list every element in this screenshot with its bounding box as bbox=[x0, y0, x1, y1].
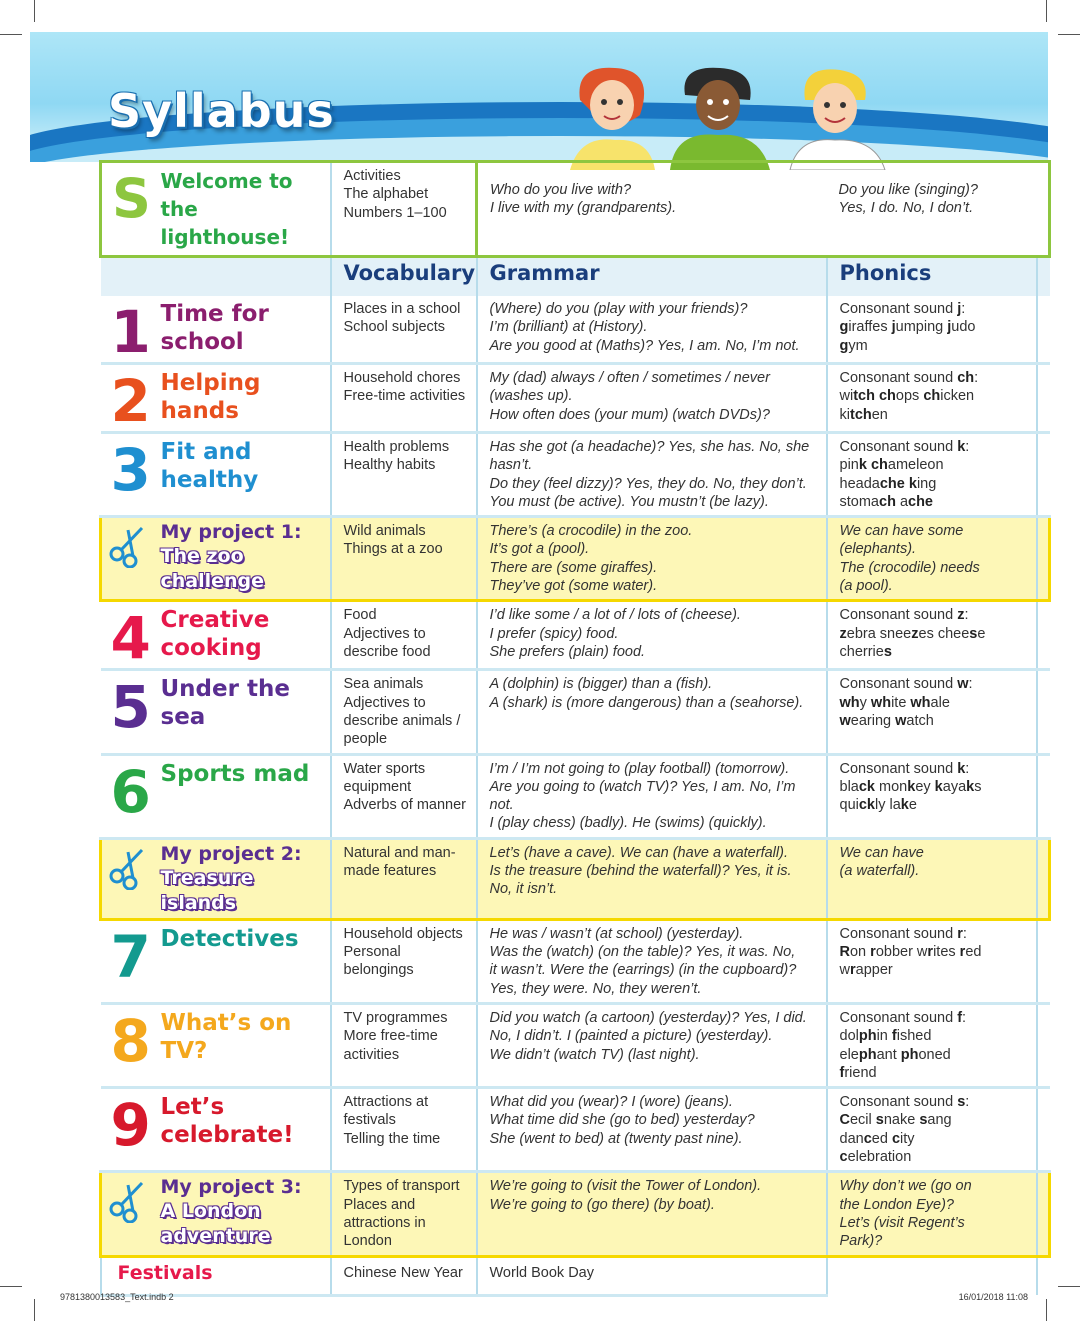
text-line: What time did she (go to bed) yesterday? bbox=[489, 1112, 755, 1129]
text-line: Free-time activities bbox=[343, 388, 466, 405]
unit-vocab bbox=[331, 754, 477, 838]
text-line: Yes, I do. No, I don’t. bbox=[838, 200, 974, 217]
unit-phonics bbox=[827, 296, 1037, 364]
project-vocab bbox=[331, 517, 477, 601]
text-line: Cecil snake sang bbox=[839, 1112, 952, 1129]
column-headers bbox=[101, 257, 1050, 297]
crop-mark bbox=[1058, 1286, 1080, 1287]
unit-row bbox=[101, 364, 1050, 433]
unit-vocab bbox=[331, 601, 477, 670]
text-line: Food bbox=[343, 607, 377, 624]
project-grammar bbox=[477, 838, 827, 919]
text-line: stomach ache bbox=[839, 493, 934, 510]
unit-vocab bbox=[331, 919, 477, 1003]
text-line: Things at a zoo bbox=[343, 541, 443, 558]
unit-grammar bbox=[477, 670, 827, 754]
text-line: It’s got a (pool). bbox=[489, 541, 590, 558]
text-line: black monkey kayaks bbox=[839, 778, 982, 795]
text-line: The (crocodile) needs bbox=[839, 559, 980, 576]
text-line: belongings bbox=[343, 962, 414, 979]
text-line: Healthy habits bbox=[343, 457, 436, 474]
text-line: (a pool). bbox=[839, 578, 893, 595]
text-line: Telling the time bbox=[343, 1130, 441, 1147]
text-line: Park)? bbox=[839, 1233, 883, 1250]
text-line: wearing watch bbox=[839, 712, 934, 729]
unit-title: Sports mad bbox=[161, 754, 331, 838]
text-line: Places and bbox=[343, 1196, 416, 1213]
unit-row bbox=[101, 919, 1050, 1003]
crop-mark bbox=[0, 1286, 22, 1287]
text-line: I live with my (grandparents). bbox=[490, 200, 677, 217]
text-line: Wild animals bbox=[343, 523, 426, 540]
header-grammar: Grammar bbox=[477, 257, 827, 297]
festivals-label-cell bbox=[101, 1256, 331, 1295]
text-line: A (dolphin) is (bigger) than a (fish). bbox=[489, 676, 713, 693]
text-line: Consonant sound k: bbox=[839, 439, 970, 455]
unit-vocab bbox=[331, 670, 477, 754]
text-line: hasn’t. bbox=[489, 457, 533, 474]
festivals-end bbox=[1037, 1256, 1050, 1295]
text-line: Activities bbox=[343, 168, 401, 184]
unit-phonics bbox=[827, 1003, 1037, 1087]
unit-row bbox=[101, 754, 1050, 838]
text-line: Places in a school bbox=[343, 301, 461, 317]
unit-vocab bbox=[331, 364, 477, 433]
text-line: Is the treasure (behind the waterfall)? Yes, it is. bbox=[489, 863, 792, 880]
text-line: Consonant sound f: bbox=[839, 1009, 967, 1026]
project-title: My project 3: bbox=[160, 1176, 302, 1199]
unit-grammar bbox=[477, 364, 827, 433]
unit-row bbox=[101, 1003, 1050, 1087]
text-line: They’ve got (some water). bbox=[489, 578, 658, 595]
project-phonics bbox=[827, 1172, 1037, 1256]
text-line: I (play chess) (badly). He (swims) (quickly). bbox=[489, 815, 767, 832]
text-line: Are you good at (Maths)? Yes, I am. No, I’m not. bbox=[489, 337, 800, 354]
text-line: We didn’t (watch TV) (last night). bbox=[489, 1046, 700, 1063]
text-line: describe food bbox=[343, 643, 431, 660]
syllabus-table bbox=[99, 160, 1051, 1297]
unit-title: Under the sea bbox=[161, 670, 331, 754]
text-line: quickly lake bbox=[839, 797, 917, 814]
project-row bbox=[101, 838, 1050, 919]
project-end bbox=[1037, 517, 1050, 601]
festivals-row bbox=[101, 1256, 1050, 1295]
unit-number: 8 bbox=[101, 1003, 161, 1087]
unit-title: What’s on TV? bbox=[161, 1003, 331, 1087]
header-vocabulary: Vocabulary bbox=[331, 257, 477, 297]
text-line: people bbox=[343, 731, 388, 748]
text-line: Sea animals bbox=[343, 676, 424, 693]
header-phonics: Phonics bbox=[827, 257, 1037, 297]
text-line: Has she got (a headache)? Yes, she has. No, she bbox=[489, 439, 810, 455]
boy-figure-2 bbox=[790, 69, 885, 170]
unit-vocab bbox=[331, 1003, 477, 1087]
unit-number: 5 bbox=[101, 670, 161, 754]
unit-number: 4 bbox=[101, 601, 161, 670]
text-line: I prefer (spicy) food. bbox=[489, 625, 619, 642]
festivals-empty bbox=[827, 1256, 1037, 1295]
footer-timestamp: 16/01/2018 11:08 bbox=[958, 1292, 1028, 1302]
welcome-phonics bbox=[827, 162, 1050, 257]
project-name bbox=[161, 517, 331, 601]
welcome-row bbox=[101, 162, 1050, 257]
children-illustration bbox=[560, 60, 890, 170]
text-line: (elephants). bbox=[839, 541, 917, 558]
project-grammar bbox=[477, 517, 827, 601]
text-line: I’m (brilliant) at (History). bbox=[489, 319, 648, 336]
text-line: danced city bbox=[839, 1130, 915, 1147]
unit-grammar bbox=[477, 919, 827, 1003]
text-line: Consonant sound r: bbox=[839, 925, 967, 942]
unit-grammar bbox=[477, 433, 827, 517]
welcome-vocab bbox=[331, 162, 477, 257]
text-line: We can have some bbox=[839, 523, 964, 540]
unit-end bbox=[1037, 1003, 1050, 1087]
text-line: Consonant sound j: bbox=[839, 301, 966, 317]
unit-end bbox=[1037, 670, 1050, 754]
girl-figure bbox=[570, 68, 655, 170]
welcome-grammar bbox=[477, 162, 827, 257]
text-line: Adjectives to bbox=[343, 625, 426, 642]
unit-grammar bbox=[477, 601, 827, 670]
unit-number: 7 bbox=[101, 919, 161, 1003]
text-line: We’re going to (visit the Tower of London). bbox=[489, 1178, 762, 1195]
text-line: There are (some giraffes). bbox=[489, 559, 658, 576]
scissors-icon bbox=[108, 1179, 148, 1223]
text-line: cherries bbox=[839, 643, 892, 660]
text-line: activities bbox=[343, 1046, 400, 1063]
text-line: pink chameleon bbox=[839, 457, 944, 474]
project-row bbox=[101, 1172, 1050, 1256]
unit-title: Helping hands bbox=[161, 364, 331, 433]
text-line: witch chops chicken bbox=[839, 388, 975, 405]
unit-end bbox=[1037, 364, 1050, 433]
unit-number: 2 bbox=[101, 364, 161, 433]
project-phonics bbox=[827, 838, 1037, 919]
welcome-title: Welcome to the lighthouse! bbox=[161, 162, 331, 257]
text-line: the London Eye)? bbox=[839, 1196, 954, 1213]
boy-figure-1 bbox=[670, 68, 770, 170]
text-line: London bbox=[343, 1233, 392, 1250]
text-line: I’m / I’m not going to (play football) (tomorrow). bbox=[489, 760, 790, 777]
text-line: I’d like some / a lot of / lots of (cheese). bbox=[489, 607, 741, 624]
project-subtitle: Treasure islands bbox=[160, 866, 254, 914]
festivals-vocab: Chinese New Year bbox=[331, 1256, 477, 1295]
unit-end bbox=[1037, 754, 1050, 838]
scissors-icon bbox=[108, 846, 148, 890]
unit-vocab bbox=[331, 433, 477, 517]
text-line: kitchen bbox=[839, 406, 888, 423]
unit-end bbox=[1037, 433, 1050, 517]
unit-end bbox=[1037, 1088, 1050, 1172]
text-line: Household chores bbox=[343, 370, 461, 386]
text-line: Who do you live with? bbox=[490, 182, 632, 198]
text-line: headache king bbox=[839, 475, 937, 492]
text-line: (Where) do you (play with your friends)? bbox=[489, 301, 748, 317]
text-line: (washes up). bbox=[489, 388, 573, 405]
unit-row bbox=[101, 433, 1050, 517]
text-line: She (went to bed) at (twenty past nine). bbox=[489, 1130, 743, 1147]
unit-phonics bbox=[827, 919, 1037, 1003]
header-end bbox=[1037, 257, 1050, 297]
text-line: festivals bbox=[343, 1112, 396, 1129]
text-line: Did you watch (a cartoon) (yesterday)? Yes, I did. bbox=[489, 1009, 807, 1026]
text-line: Let’s (visit Regent’s bbox=[839, 1214, 965, 1231]
text-line: Let’s (have a cave). We can (have a waterfall). bbox=[489, 844, 788, 861]
text-line: Do they (feel dizzy)? Yes, they do. No, they don’t. bbox=[489, 475, 807, 492]
project-icon-cell bbox=[101, 838, 161, 919]
text-line: My (dad) always / often / sometimes / never bbox=[489, 370, 770, 386]
crop-mark bbox=[0, 34, 22, 35]
text-line: gym bbox=[839, 337, 868, 354]
unit-number: 6 bbox=[101, 754, 161, 838]
text-line: We’re going to (go there) (by boat). bbox=[489, 1196, 715, 1213]
text-line: celebration bbox=[839, 1149, 912, 1166]
text-line: equipment bbox=[343, 778, 412, 795]
text-line: giraffes jumping judo bbox=[839, 319, 976, 336]
festivals-grammar: World Book Day bbox=[477, 1256, 827, 1295]
text-line: No, it isn’t. bbox=[489, 881, 558, 898]
unit-title: Detectives bbox=[161, 919, 331, 1003]
unit-phonics bbox=[827, 1088, 1037, 1172]
project-vocab bbox=[331, 838, 477, 919]
welcome-letter: S bbox=[101, 162, 161, 257]
text-line: School subjects bbox=[343, 319, 446, 336]
text-line: How often does (your mum) (watch DVDs)? bbox=[489, 406, 770, 423]
project-end bbox=[1037, 1172, 1050, 1256]
project-grammar bbox=[477, 1172, 827, 1256]
text-line: Consonant sound ch: bbox=[839, 370, 979, 386]
project-name bbox=[161, 838, 331, 919]
text-line: (a waterfall). bbox=[839, 863, 920, 880]
crop-mark bbox=[1046, 1299, 1047, 1321]
unit-end bbox=[1037, 601, 1050, 670]
text-line: made features bbox=[343, 863, 437, 880]
text-line: Types of transport bbox=[343, 1178, 460, 1195]
unit-grammar bbox=[477, 1003, 827, 1087]
text-line: Health problems bbox=[343, 439, 450, 455]
project-vocab bbox=[331, 1172, 477, 1256]
text-line: wrapper bbox=[839, 962, 893, 979]
header-blank bbox=[101, 257, 331, 297]
unit-number: 1 bbox=[101, 296, 161, 364]
text-line: The alphabet bbox=[343, 186, 429, 203]
footer-file-info: 9781380013583_Text.indb 2 bbox=[60, 1292, 174, 1302]
project-title: My project 2: bbox=[160, 842, 302, 865]
text-line: No, I didn’t. I (painted a picture) (yesterday). bbox=[489, 1028, 773, 1045]
text-line: why white whale bbox=[839, 694, 950, 711]
text-line: friend bbox=[839, 1064, 877, 1081]
text-line: She prefers (plain) food. bbox=[489, 643, 646, 660]
crop-mark bbox=[1046, 0, 1047, 22]
text-line: What did you (wear)? I (wore) (jeans). bbox=[489, 1094, 733, 1111]
text-line: describe animals / bbox=[343, 712, 461, 729]
text-line: Why don’t we (go on bbox=[839, 1178, 972, 1195]
project-subtitle: A London bbox=[160, 1200, 261, 1223]
text-line: Was the (watch) (on the table)? Yes, it was. No, bbox=[489, 944, 796, 961]
text-line: TV programmes bbox=[343, 1009, 448, 1026]
festivals-label: Festivals bbox=[117, 1261, 213, 1284]
project-subtitle: challenge bbox=[160, 570, 265, 593]
project-end bbox=[1037, 838, 1050, 919]
text-line: Attractions at bbox=[343, 1094, 429, 1111]
project-title: My project 1: bbox=[160, 521, 302, 544]
text-line: Consonant sound w: bbox=[839, 676, 973, 693]
text-line: it wasn’t. Were the (earrings) (in the cupboard)? bbox=[489, 962, 797, 979]
text-line: We can have bbox=[839, 844, 924, 861]
text-line: Consonant sound k: bbox=[839, 760, 970, 777]
text-line: Adverbs of manner bbox=[343, 797, 467, 814]
text-line: Natural and man- bbox=[343, 844, 456, 861]
text-line: Numbers 1–100 bbox=[343, 204, 447, 221]
text-line: He was / wasn’t (at school) (yesterday). bbox=[489, 925, 744, 942]
unit-row bbox=[101, 670, 1050, 754]
text-line: There’s (a crocodile) in the zoo. bbox=[489, 523, 693, 540]
unit-title: Time for school bbox=[161, 296, 331, 364]
text-line: A (shark) is (more dangerous) than a (seahorse). bbox=[489, 694, 804, 711]
project-subtitle: adventure bbox=[160, 1225, 271, 1248]
crop-mark bbox=[34, 0, 35, 22]
text-line: dolphin fished bbox=[839, 1028, 932, 1045]
project-name bbox=[161, 1172, 331, 1256]
unit-row bbox=[101, 1088, 1050, 1172]
project-row bbox=[101, 517, 1050, 601]
unit-phonics bbox=[827, 670, 1037, 754]
unit-grammar bbox=[477, 1088, 827, 1172]
project-icon-cell bbox=[101, 517, 161, 601]
text-line: Ron robber writes red bbox=[839, 944, 982, 961]
unit-end bbox=[1037, 296, 1050, 364]
page-title: Syllabus bbox=[108, 84, 335, 138]
unit-phonics bbox=[827, 601, 1037, 670]
unit-title: Let’s celebrate! bbox=[161, 1088, 331, 1172]
text-line: elephant phoned bbox=[839, 1046, 951, 1063]
unit-title: Fit and healthy bbox=[161, 433, 331, 517]
unit-grammar bbox=[477, 296, 827, 364]
text-line: Are you going to (watch TV)? Yes, I am. No, I’m not. bbox=[489, 778, 796, 814]
text-line: zebra sneezes cheese bbox=[839, 625, 986, 642]
unit-number: 9 bbox=[101, 1088, 161, 1172]
text-line: Household objects bbox=[343, 925, 463, 942]
text-line: Adjectives to bbox=[343, 694, 426, 711]
unit-phonics bbox=[827, 364, 1037, 433]
unit-phonics bbox=[827, 433, 1037, 517]
unit-row bbox=[101, 601, 1050, 670]
crop-mark bbox=[1058, 34, 1080, 35]
text-line: attractions in bbox=[343, 1214, 426, 1231]
scissors-icon bbox=[108, 524, 148, 568]
text-line: Yes, they were. No, they weren’t. bbox=[489, 980, 702, 997]
unit-phonics bbox=[827, 754, 1037, 838]
text-line: You must (be active). You mustn’t (be lazy). bbox=[489, 493, 769, 510]
unit-title: Creative cooking bbox=[161, 601, 331, 670]
text-line: Personal bbox=[343, 944, 401, 961]
text-line: Consonant sound z: bbox=[839, 607, 969, 624]
unit-vocab bbox=[331, 296, 477, 364]
text-line: Consonant sound s: bbox=[839, 1094, 970, 1111]
project-subtitle: The zoo bbox=[160, 545, 244, 568]
unit-number: 3 bbox=[101, 433, 161, 517]
text-line: Water sports bbox=[343, 760, 426, 777]
unit-row bbox=[101, 296, 1050, 364]
unit-grammar bbox=[477, 754, 827, 838]
project-phonics bbox=[827, 517, 1037, 601]
project-icon-cell bbox=[101, 1172, 161, 1256]
unit-vocab bbox=[331, 1088, 477, 1172]
unit-end bbox=[1037, 919, 1050, 1003]
text-line: Do you like (singing)? bbox=[838, 182, 978, 198]
crop-mark bbox=[34, 1299, 35, 1321]
text-line: More free-time bbox=[343, 1028, 438, 1045]
